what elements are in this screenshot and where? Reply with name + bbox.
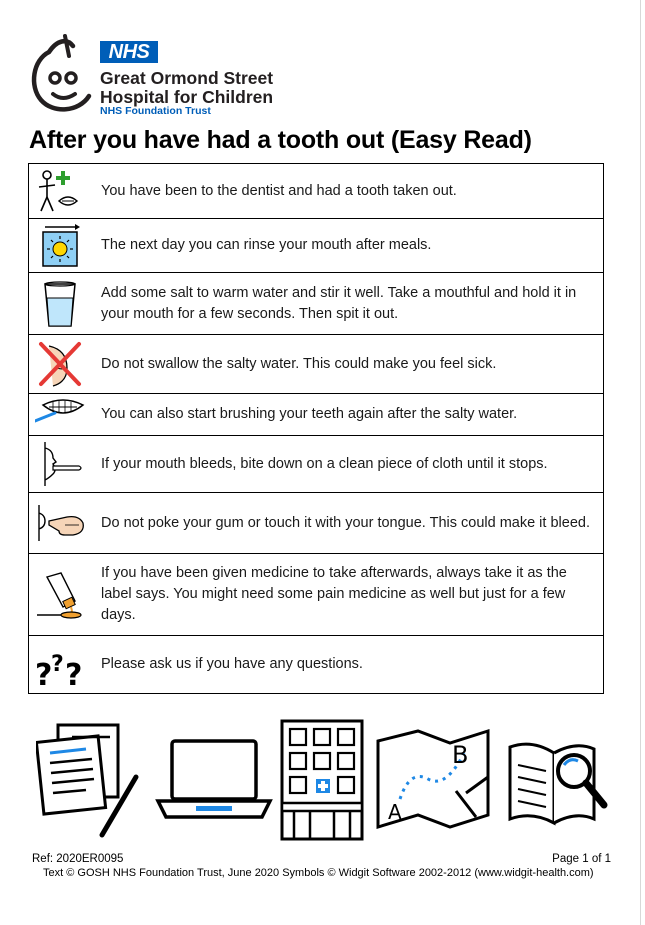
org-name-line-1: Great Ormond Street: [100, 68, 274, 88]
list-item: [29, 636, 603, 693]
question-marks-icon: [35, 641, 85, 689]
toothbrush-icon: [35, 391, 85, 439]
page-edge: [640, 0, 641, 925]
do-not-swallow-icon: [35, 340, 85, 388]
nhs-badge: NHS: [100, 41, 158, 63]
next-day-sun-icon: [35, 222, 85, 270]
list-item: [29, 436, 603, 493]
dentist-tooth-icon: [35, 167, 85, 215]
document-reference: Ref: 2020ER0095: [32, 853, 124, 865]
map-label-a: A: [388, 800, 402, 824]
step-text: You can also start brushing your teeth again after the salty water.: [101, 406, 518, 422]
svg-text:?: ?: [35, 657, 53, 689]
laptop-icon: [158, 741, 270, 817]
list-item: [29, 394, 603, 436]
bite-cloth-icon: [35, 440, 85, 488]
finger-poke-icon: [35, 499, 85, 547]
svg-text:?: ?: [65, 657, 83, 689]
step-text: Please ask us if you have any questions.: [101, 656, 363, 672]
list-item: [29, 273, 603, 335]
step-text: Do not poke your gum or touch it with your tongue. This could make it bleed.: [101, 514, 590, 531]
magnifier-book-icon: [510, 744, 604, 823]
hospital-building-icon: [282, 721, 362, 839]
step-text: Add some salt to warm water and stir it well. Take a mouthful and hold it in your mouth for a few seconds. Then spit it out.: [101, 284, 577, 322]
medicine-spoon-icon: [35, 571, 85, 619]
step-text: The next day you can rinse your mouth after meals.: [101, 237, 432, 253]
steps-list: [28, 163, 604, 694]
org-trust: NHS Foundation Trust: [100, 105, 211, 117]
list-item: [29, 164, 603, 219]
copyright-credit: Text © GOSH NHS Foundation Trust, June 2020 Symbols © Widgit Software 2002-2012 (www.widgit-health.com): [43, 867, 594, 879]
page-number: Page 1 of 1: [552, 853, 611, 865]
footer-illustrations: [36, 717, 616, 845]
page-title: After you have had a tooth out (Easy Read): [29, 126, 532, 154]
list-item: [29, 493, 603, 554]
svg-text:?: ?: [51, 651, 64, 677]
step-text: If you have been given medicine to take afterwards, always take it as the label says. You might need some pain medicine as well but just for a few days.: [101, 565, 567, 623]
step-text: Do not swallow the salty water. This could make you feel sick.: [101, 355, 497, 372]
list-item: [29, 554, 603, 636]
list-item: [29, 335, 603, 394]
glass-of-water-icon: [35, 280, 85, 328]
org-name-line-2: Hospital for Children: [100, 87, 274, 107]
documents-icon: [36, 725, 136, 835]
gosh-logo-icon: [27, 30, 97, 120]
step-text: If your mouth bleeds, bite down on a clean piece of cloth until it stops.: [101, 455, 548, 472]
list-item: [29, 219, 603, 273]
step-text: You have been to the dentist and had a tooth taken out.: [101, 182, 457, 199]
map-label-b: B: [452, 741, 469, 769]
